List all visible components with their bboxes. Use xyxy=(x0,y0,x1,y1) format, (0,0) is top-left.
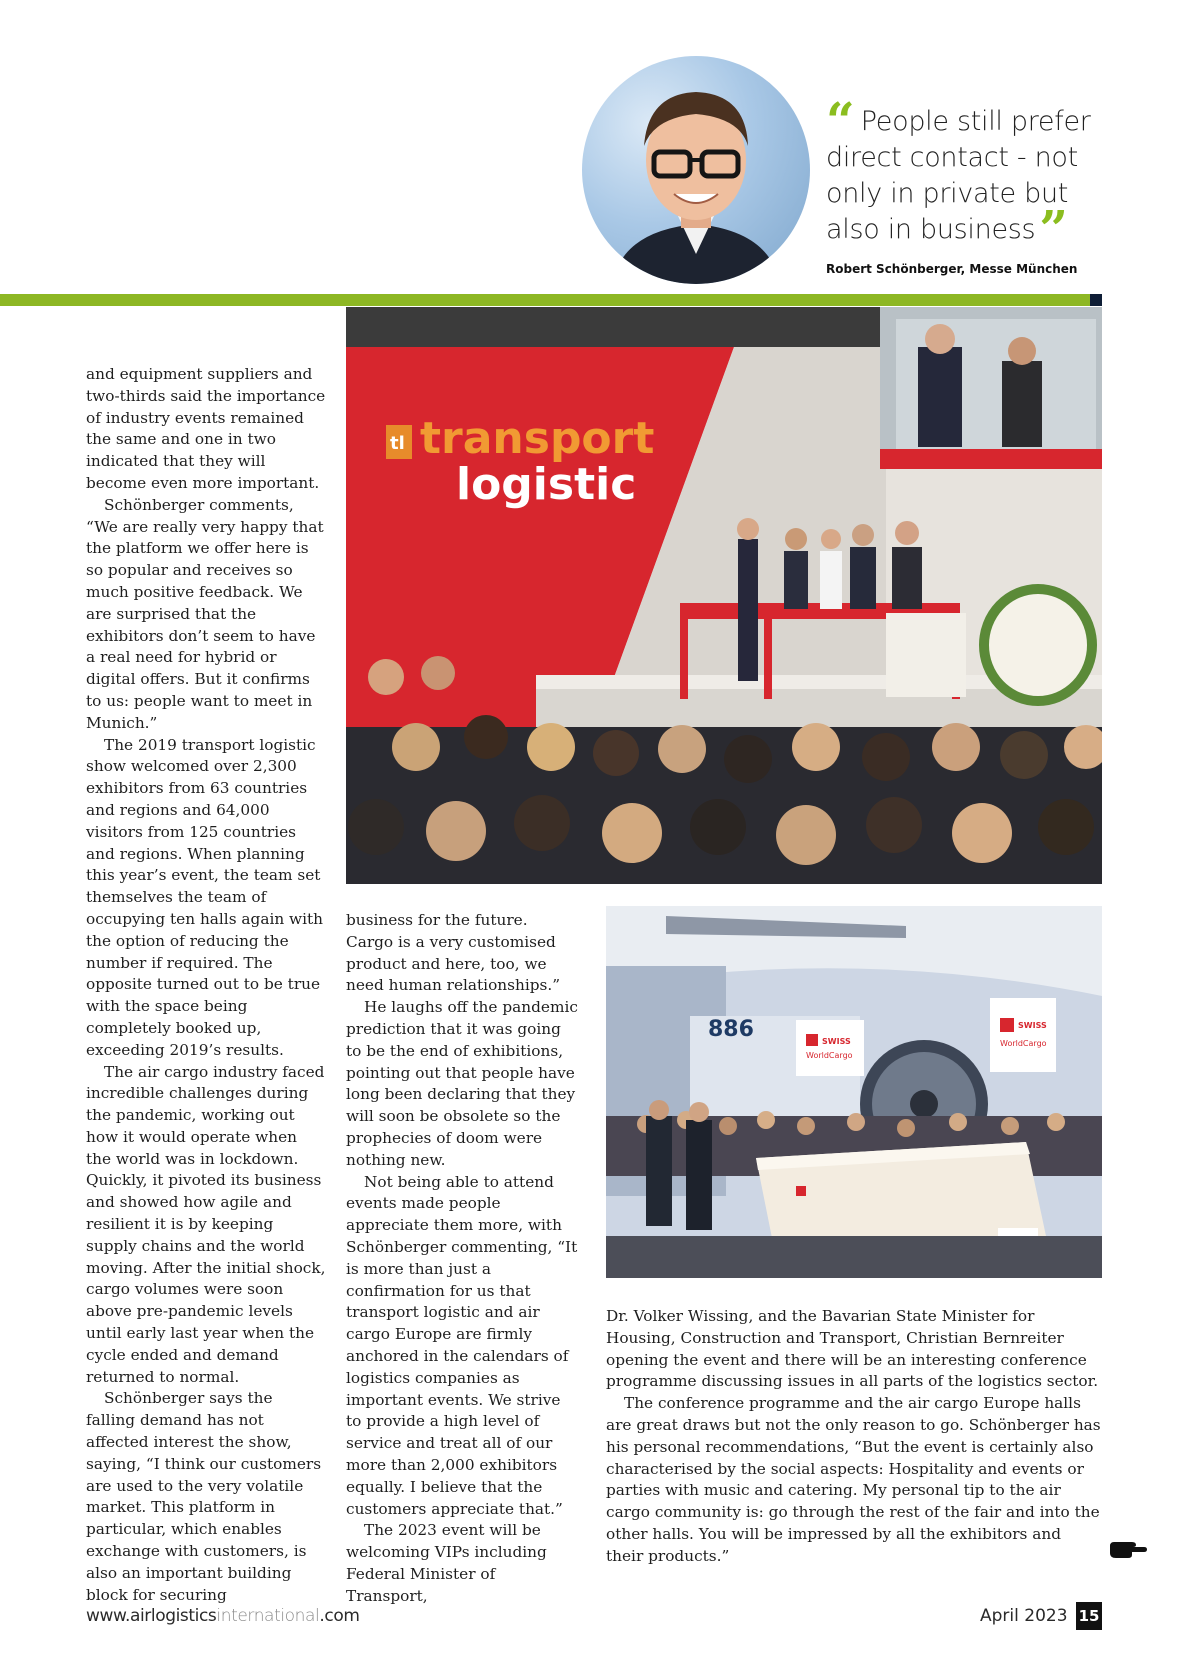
column3-paragraph: The conference programme and the air cargo Europe halls are great draws but not the only reason to go. Schönberger has his personal recommendations, “But the event is certainly also characterised by the social aspects: Hospitality and events or parties with music and catering. My personal tip to the air cargo community is: go through the rest of the fair and into the other halls. You will be impressed by all the exhibitors and their products.” xyxy=(606,1394,1101,1565)
speaker-portrait xyxy=(582,56,810,284)
column1-paragraph: Schönberger says the falling demand has not affected interest the show, saying, “I think our customers are used to the very volatile market. This platform in particular, which enables exchange with customers, is also an important building block for securing xyxy=(86,1389,322,1604)
photo-brand-sub-1: WorldCargo xyxy=(806,1051,853,1060)
column1-paragraph: and equipment suppliers and two-thirds said the importance of industry events remained the same and one in two indicated that they will become even more important. xyxy=(86,365,326,492)
photo-tl-badge-text: tl xyxy=(390,433,405,454)
close-quote-mark: ” xyxy=(1039,199,1063,258)
photo-logistic-text: logistic xyxy=(456,459,637,510)
pull-quote xyxy=(826,91,1126,258)
column1-paragraph: The air cargo industry faced incredible challenges during the pandemic, working out how it would operate when the world was in lockdown. Quickly, it pivoted its business and showed how agile and resilient it is by keeping supply chains and the world moving. After the initial shock, cargo volumes were soon above pre-pandemic levels until early last year when the cycle ended and demand returned to normal. xyxy=(86,1062,326,1386)
conference-stage-photo xyxy=(346,307,1102,884)
page-number: 15 xyxy=(1076,1602,1102,1630)
column2-paragraph: Not being able to attend events made people appreciate them more, with Schönberger commenting, “It is more than just a confirmation for us that transport logistic and air cargo Europe are firmly anchored in the calendars of logistics companies as important events. We strive to provide a high level of service and treat all of our more than 2,000 exhibitors equally. I believe that the customers appreciate that.” xyxy=(346,1172,578,1518)
footer-url-prefix: www.airlogistics xyxy=(86,1606,217,1626)
column1-paragraph: The 2019 transport logistic show welcomed over 2,300 exhibitors from 63 countries and regions and 64,000 visitors from 125 countries and regions. When planning this year’s event, the team set themselves the team of occupying ten halls again with the option of reducing the number if required. The opposite turned out to be true with the space being completely booked up, exceeding 2019’s results. xyxy=(86,735,324,1059)
article-column-1 xyxy=(86,364,326,1606)
article-column-3 xyxy=(606,1306,1102,1568)
footer-url-suffix: .com xyxy=(319,1606,360,1626)
photo-886-text: 886 xyxy=(708,1017,754,1042)
photo-transport-text: transport xyxy=(420,413,655,464)
footer-website[interactable] xyxy=(86,1606,360,1626)
issue-date: April 2023 xyxy=(980,1606,1068,1626)
photo-brand-name-2: SWISS xyxy=(1018,1021,1047,1030)
quote-attribution: Robert Schönberger, Messe München xyxy=(826,262,1078,276)
column1-paragraph: Schönberger comments, “We are really very happy that the platform we offer here is so popular and receives so much positive feedback. We are surprised that the exhibitors don’t seem to have a real need for hybrid or digital offers. But it confirms to us: people want to meet in Munich.” xyxy=(86,495,324,732)
column2-paragraph: He laughs off the pandemic prediction that it was going to be the end of exhibitions, pointing out that people have long been declaring that they will soon be obsolete so the prophecies of doom were nothing new. xyxy=(346,998,578,1169)
article-column-2 xyxy=(346,910,578,1608)
accent-rule-cap xyxy=(1090,294,1102,306)
accent-rule xyxy=(0,294,1090,306)
pull-quote-text: People still prefer direct contact - not only in private but also in business xyxy=(826,106,1091,245)
open-quote-mark: “ xyxy=(826,91,849,150)
pointing-hand-icon xyxy=(1108,1538,1148,1562)
footer-url-middle: international xyxy=(216,1606,320,1626)
photo-brand-sub-2: WorldCargo xyxy=(1000,1039,1047,1048)
photo-brand-name-1: SWISS xyxy=(822,1037,851,1046)
exhibition-stand-photo xyxy=(606,906,1102,1278)
column2-paragraph: business for the future. Cargo is a very customised product and here, too, we need human relationships.” xyxy=(346,911,561,995)
column3-paragraph: Dr. Volker Wissing, and the Bavarian State Minister for Housing, Construction and Transport, Christian Bernreiter opening the event and there will be an interesting conference programme discussing issues in all parts of the logistics sector. xyxy=(606,1307,1099,1391)
column2-paragraph: The 2023 event will be welcoming VIPs including Federal Minister of Transport, xyxy=(346,1521,547,1605)
